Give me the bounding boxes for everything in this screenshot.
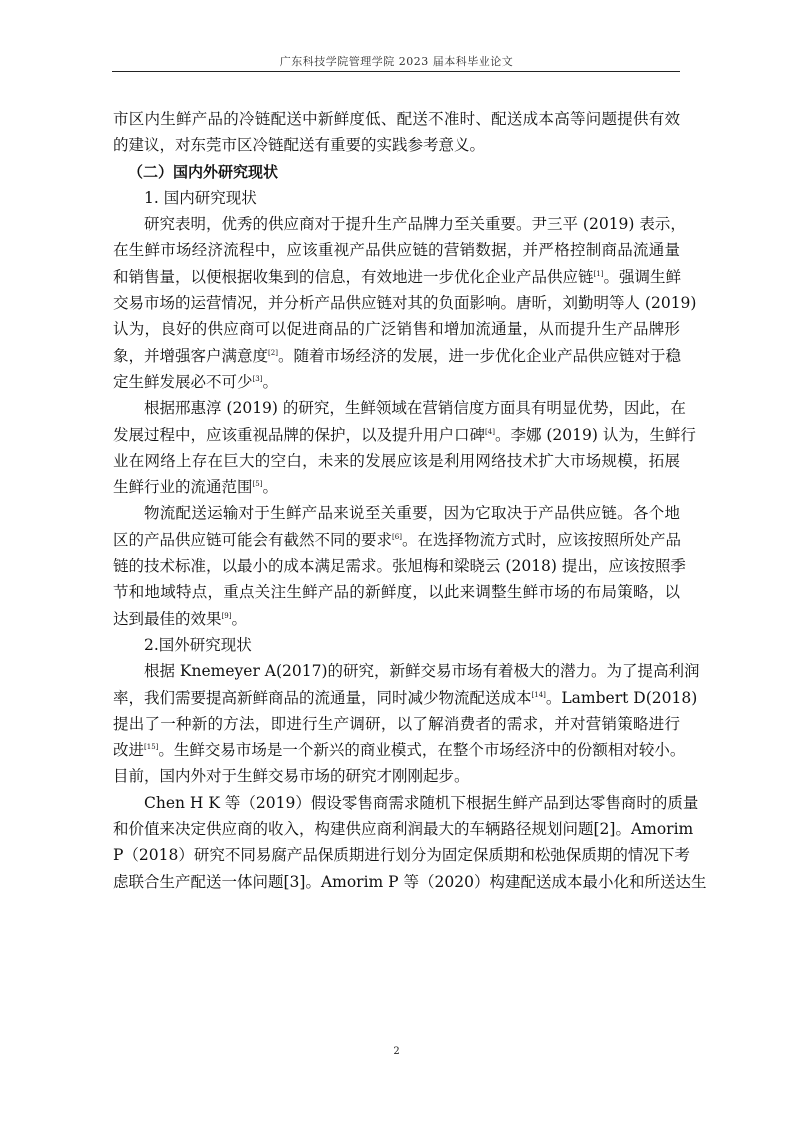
text-line: 在生鲜市场经济流程中，应该重视产品供应链的营销数据，并严格控制商品流通量 xyxy=(113,241,680,260)
text-line: 交易市场的运营情况，并分析产品供应链对其的负面影响。唐昕，刘勤明等人 (2019) xyxy=(113,294,697,313)
text-line: 的建议，对东莞市区冷链配送有重要的实践参考意义。 xyxy=(113,136,486,155)
text-line: 虑联合生产配送一体问题[3]。Amorim P 等（2020）构建配送成本最小化和所送达生 xyxy=(113,872,707,891)
section-heading: （二）国内外研究现状 xyxy=(128,162,279,181)
paper-body xyxy=(113,106,707,895)
text-line: 节和地域特点，重点关注生鲜产品的新鲜度，以此来调整生鲜市场的布局策略，以 xyxy=(113,583,680,602)
running-header: 广东科技学院管理学院 2023 届本科毕业论文 xyxy=(279,55,514,68)
text-line: 目前，国内外对于生鲜交易市场的研究才刚刚起步。 xyxy=(113,767,470,786)
text-line: 提出了一种新的方法，即进行生产调研，以了解消费者的需求，并对营销策略进行 xyxy=(113,714,680,733)
subsection-heading: 1. 国内研究现状 xyxy=(144,188,257,207)
citation: [5] xyxy=(252,480,263,489)
text-line: 象，并增强客户满意度[2]。随着市场经济的发展，进一步优化企业产品供应链对于稳 xyxy=(113,346,681,365)
text-line: Chen H K 等（2019）假设零售商需求随机下根据生鲜产品到达零售商时的质量 xyxy=(144,793,699,812)
citation: [9] xyxy=(221,611,232,620)
citation: [3] xyxy=(252,374,263,383)
text-line: 根据 Knemeyer A(2017)的研究，新鲜交易市场有着极大的潜力。为了提高利润 xyxy=(144,662,700,681)
text-line: 和销售量，以便根据收集到的信息，有效地进一步优化企业产品供应链[1]。强调生鲜 xyxy=(113,267,681,286)
text-line: 发展过程中，应该重视品牌的保护，以及提升用户口碑[4]。李娜 (2019) 认为，生鲜行 xyxy=(113,425,696,444)
citation: [1] xyxy=(593,269,604,278)
text-line: 率，我们需要提高新鲜商品的流通量，同时减少物流配送成本[14]。Lambert D(2018) xyxy=(113,688,698,707)
text-line: 根据邢惠淳 (2019) 的研究，生鲜领域在营销信度方面具有明显优势，因此，在 xyxy=(144,399,686,418)
citation: [15] xyxy=(144,743,159,752)
text-line: 市区内生鲜产品的冷链配送中新鲜度低、配送不准时、配送成本高等问题提供有效 xyxy=(113,110,680,128)
citation: [6] xyxy=(392,532,402,541)
text-line: 定生鲜发展必不可少[3]。 xyxy=(113,372,278,391)
text-line: 改进[15]。生鲜交易市场是一个新兴的商业模式，在整个市场经济中的份额相对较小。 xyxy=(113,741,686,760)
text-line: 链的技术标准，以最小的成本满足需求。张旭梅和梁晓云 (2018) 提出，应该按照季 xyxy=(113,557,686,576)
text-line: P（2018）研究不同易腐产品保质期进行划分为固定保质期和松弛保质期的情况下考 xyxy=(113,846,690,865)
text-line: 区的产品供应链可能会有截然不同的要求[6]。在选择物流方式时，应该按照所处产品 xyxy=(113,530,681,549)
citation: [14] xyxy=(531,690,546,699)
citation: [2] xyxy=(268,348,278,357)
text-line: 认为，良好的供应商可以促进商品的广泛销售和增加流通量，从而提升生产品牌形 xyxy=(113,320,680,339)
header-rule xyxy=(112,71,680,72)
text-line: 达到最佳的效果[9]。 xyxy=(113,609,247,628)
text-line: 和价值来决定供应商的收入，构建供应商利润最大的车辆路径规划问题[2]。Amorim xyxy=(113,820,694,839)
citation: [4] xyxy=(485,427,495,436)
text-line: 研究表明，优秀的供应商对于提升生产品牌力至关重要。尹三平 (2019) 表示， xyxy=(144,215,686,234)
page-number: 2 xyxy=(393,1046,400,1057)
subsection-heading: 2.国外研究现状 xyxy=(144,635,252,654)
text-line: 生鲜行业的流通范围[5]。 xyxy=(113,478,278,497)
text-line: 物流配送运输对于生鲜产品来说至关重要，因为它取决于产品供应链。各个地 xyxy=(144,504,680,523)
text-line: 业在网络上存在巨大的空白，未来的发展应该是利用网络技术扩大市场规模，拓展 xyxy=(113,451,680,470)
